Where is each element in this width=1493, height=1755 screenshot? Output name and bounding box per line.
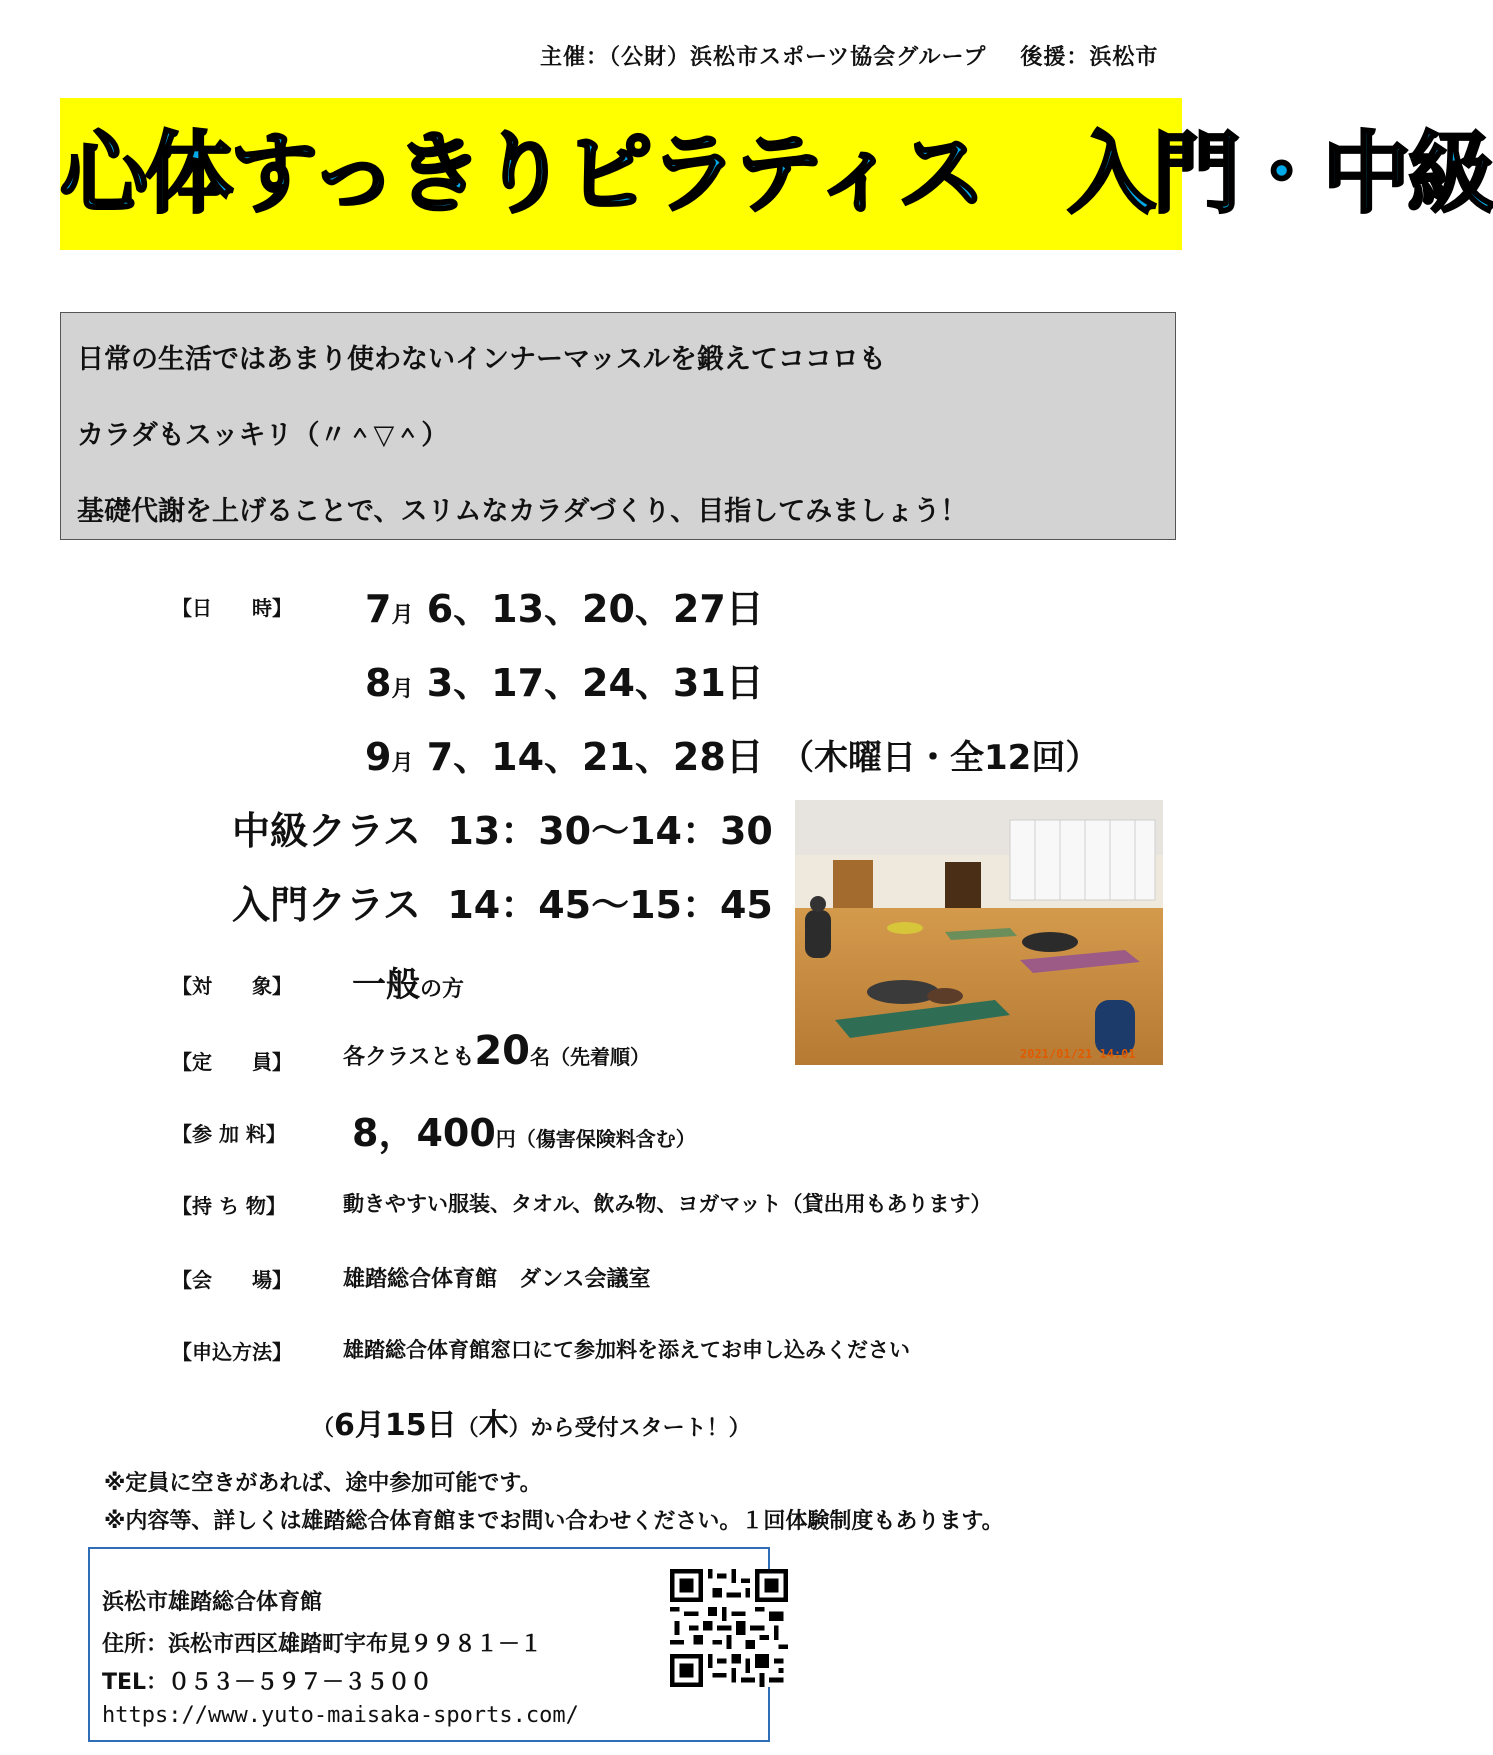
venue-value: 雄踏総合体育館 ダンス会議室 — [343, 1267, 651, 1292]
class-row-beginner — [232, 874, 773, 929]
month: 7 — [365, 587, 392, 631]
photo-timestamp: 2021/01/21 14:01 — [1020, 1047, 1136, 1061]
class-name: 入門クラス — [232, 883, 421, 927]
start-date: 6月15日 — [334, 1408, 457, 1443]
days: 3、17、24、31日 — [426, 661, 764, 705]
intro-line-1: 日常の生活ではあまり使わないインナーマッスルを鍛えてココロも — [77, 344, 886, 375]
page-title: 心体すっきりピラティス 入門・中級 — [60, 122, 1493, 225]
target-suffix: の方 — [420, 977, 465, 1002]
class-photo — [795, 800, 1163, 1065]
start-rest: ）から受付スタート！） — [508, 1416, 751, 1441]
month: 9 — [365, 735, 392, 779]
contact-url[interactable]: https://www.yuto-maisaka-sports.com/ — [102, 1703, 579, 1728]
schedule-note: （木曜日・全12回） — [780, 738, 1100, 778]
note-2: ※内容等、詳しくは雄踏総合体育館までお問い合わせください。１回体験制度もあります。 — [104, 1509, 1004, 1534]
target-label: 【対 象】 — [172, 974, 292, 998]
contact-name: 浜松市雄踏総合体育館 — [102, 1590, 323, 1615]
capacity-value — [343, 1028, 650, 1074]
items-value: 動きやすい服装、タオル、飲み物、ヨガマット（貸出用もあります） — [343, 1192, 992, 1216]
start-open: （ — [312, 1416, 335, 1441]
month: 8 — [365, 661, 392, 705]
organizer-line — [540, 40, 1158, 71]
class-time: 13：30～14：30 — [447, 809, 773, 853]
target-main: 一般 — [352, 965, 420, 1005]
schedule-label: 【日 時】 — [172, 596, 292, 620]
start-paren: （ — [456, 1416, 479, 1441]
venue-label: 【会 場】 — [172, 1268, 292, 1292]
capacity-number: 20 — [474, 1028, 531, 1074]
qr-code-icon — [670, 1569, 788, 1687]
application-start — [312, 1400, 751, 1444]
intro-line-3: 基礎代謝を上げることで、スリムなカラダづくり、目指してみましょう！ — [77, 496, 968, 527]
month-unit: 月 — [391, 751, 414, 776]
qr-code[interactable] — [670, 1569, 788, 1687]
target-value — [352, 957, 464, 1006]
class-photo-illustration — [795, 800, 1163, 1065]
apply-value: 雄踏総合体育館窓口にて参加料を添えてお申し込みください — [343, 1338, 910, 1362]
intro-line-2: カラダもスッキリ（〃＾▽＾） — [77, 420, 449, 451]
schedule-row-august — [365, 652, 764, 707]
intro-box — [60, 312, 1176, 540]
items-label: 【持 ち 物】 — [172, 1194, 286, 1218]
capacity-label: 【定 員】 — [172, 1050, 292, 1074]
schedule-row-july — [365, 578, 764, 633]
fee-value — [352, 1102, 696, 1157]
days: 6、13、20、27日 — [426, 587, 764, 631]
class-row-intermediate — [232, 800, 773, 855]
capacity-prefix: 各クラスとも — [343, 1045, 475, 1070]
capacity-suffix: 名（先着順） — [530, 1045, 651, 1069]
sponsor-text: 後援：浜松市 — [1020, 45, 1159, 70]
month-unit: 月 — [391, 677, 414, 702]
contact-tel: TEL：０５３－５９７－３５００ — [102, 1670, 433, 1695]
contact-box — [88, 1547, 770, 1742]
fee-label: 【参 加 料】 — [172, 1122, 286, 1146]
days: 7、14、21、28日 — [426, 735, 764, 779]
organizer-text: 主催：（公財）浜松市スポーツ協会グループ — [540, 45, 987, 70]
apply-label: 【申込方法】 — [172, 1340, 292, 1364]
class-time: 14：45～15：45 — [447, 883, 773, 927]
month-unit: 月 — [391, 603, 414, 628]
contact-address: 住所：浜松市西区雄踏町宇布見９９８１－１ — [102, 1632, 543, 1657]
schedule-row-september — [365, 726, 764, 781]
fee-number: 8，400 — [352, 1111, 496, 1155]
note-1: ※定員に空きがあれば、途中参加可能です。 — [104, 1471, 542, 1496]
start-day: 木 — [478, 1408, 509, 1443]
class-name: 中級クラス — [232, 809, 421, 853]
fee-suffix: 円（傷害保険料含む） — [495, 1127, 696, 1151]
